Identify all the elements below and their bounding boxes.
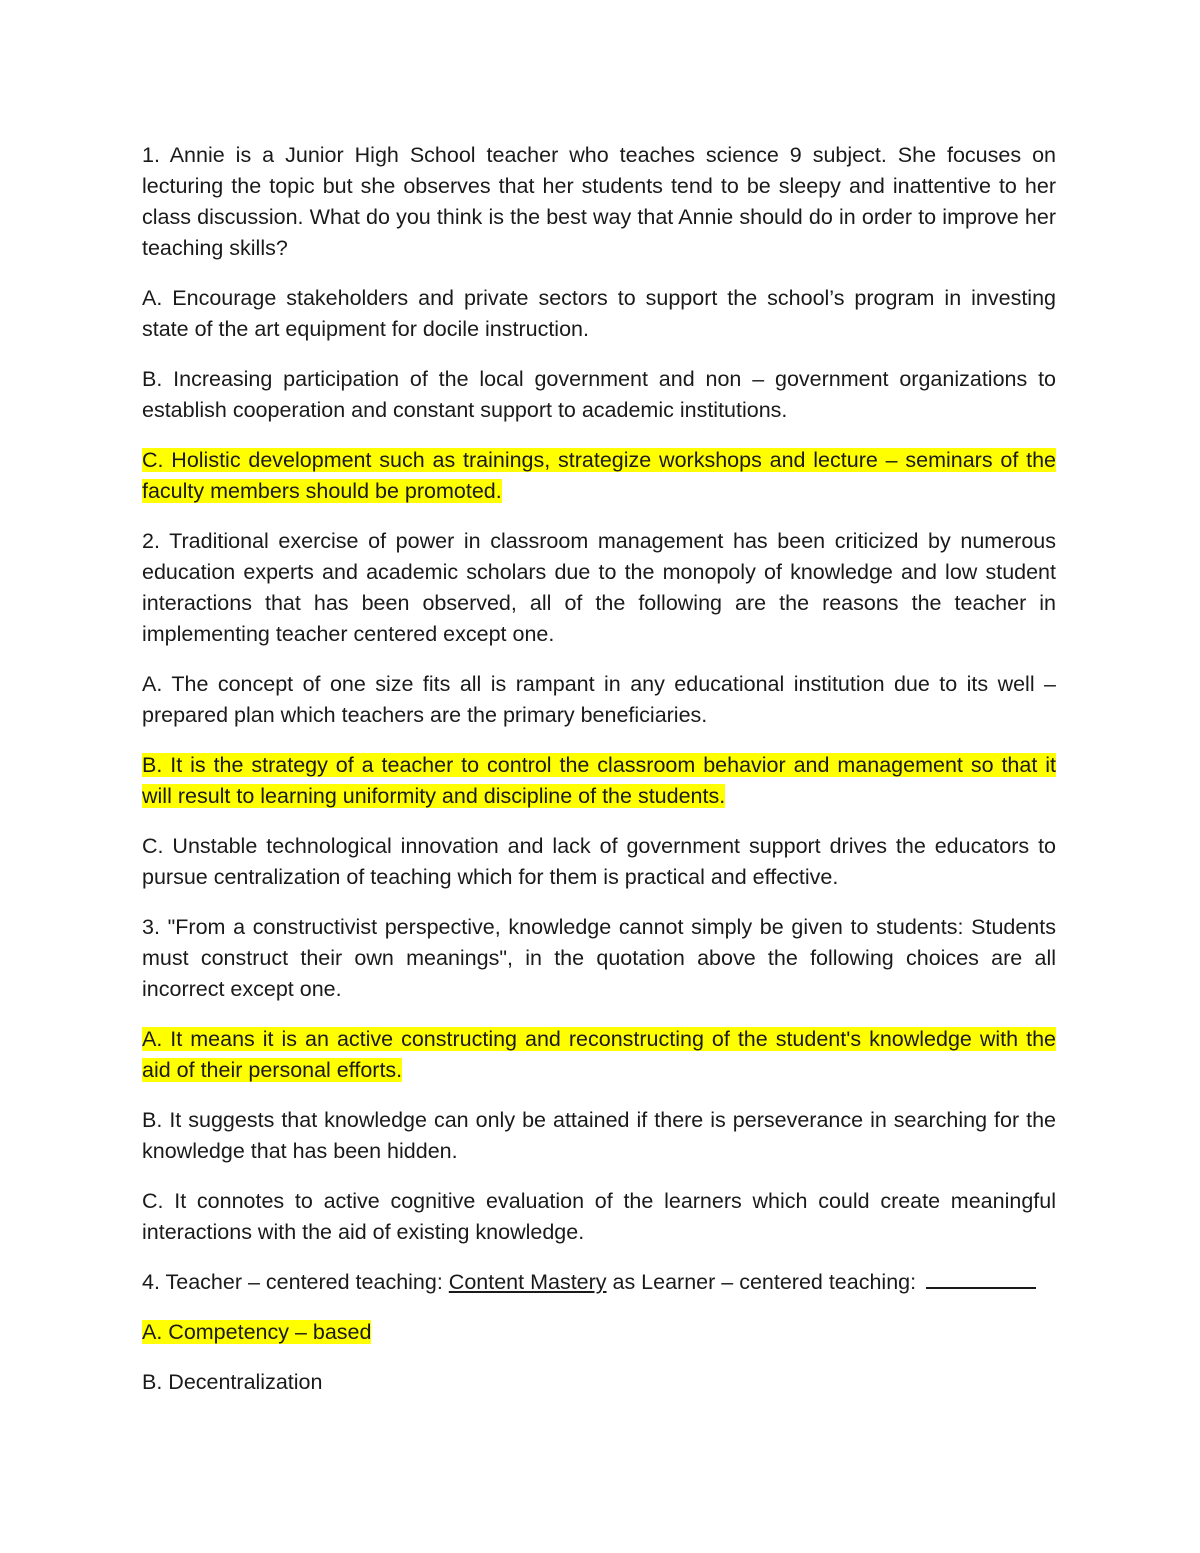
question-1-option-a bbox=[142, 283, 1056, 345]
question-3-option-b bbox=[142, 1105, 1056, 1167]
option-text: C. Unstable technological innovation and lack of government support drives the educators to pursue centralization of teaching which for them is practical and effective. bbox=[142, 834, 1056, 889]
question-1-option-b bbox=[142, 364, 1056, 426]
option-text: A. The concept of one size fits all is rampant in any educational institution due to its well – prepared plan which teachers are the primary beneficiaries. bbox=[142, 672, 1056, 727]
question-4-prefix: 4. Teacher – centered teaching: bbox=[142, 1270, 449, 1294]
question-2-option-c bbox=[142, 831, 1056, 893]
highlighted-answer: B. It is the strategy of a teacher to control the classroom behavior and management so that it will result to learning uniformity and discipline of the students. bbox=[142, 753, 1056, 808]
option-text: C. It connotes to active cognitive evaluation of the learners which could create meaningful interactions with the aid of existing knowledge. bbox=[142, 1189, 1056, 1244]
question-4-underlined-term: Content Mastery bbox=[448, 1270, 607, 1294]
question-1-option-c bbox=[142, 445, 1056, 507]
question-4-suffix: as Learner – centered teaching: bbox=[606, 1270, 917, 1294]
option-text: B. Increasing participation of the local government and non – government organizations to establish cooperation and constant support to academic institutions. bbox=[142, 367, 1056, 422]
question-4-option-b bbox=[142, 1367, 1056, 1398]
question-2-option-b bbox=[142, 750, 1056, 812]
question-3-stem: 3. "From a constructivist perspective, knowledge cannot simply be given to students: Students must construct their own meanings", in the quotation above the following choices are all incorrect except one. bbox=[142, 915, 1056, 1001]
option-text: A. Encourage stakeholders and private sectors to support the school’s program in investing state of the art equipment for docile instruction. bbox=[142, 286, 1056, 341]
question-1-stem: 1. Annie is a Junior High School teacher who teaches science 9 subject. She focuses on lecturing the topic but she observes that her students tend to be sleepy and inattentive to her class discussion. What do you think is the best way that Annie should do in order to improve her teaching skills? bbox=[142, 143, 1056, 260]
quiz-content bbox=[142, 140, 1056, 1417]
highlighted-answer: A. Competency – based bbox=[142, 1320, 372, 1344]
question-3-option-c bbox=[142, 1186, 1056, 1248]
question-2-stem: 2. Traditional exercise of power in classroom management has been criticized by numerous education experts and academic scholars due to the monopoly of knowledge and low student interactions that has been observed, all of the following are the reasons the teacher in implementing teacher centered except one. bbox=[142, 529, 1056, 646]
option-text: B. It suggests that knowledge can only be attained if there is perseverance in searching for the knowledge that has been hidden. bbox=[142, 1108, 1056, 1163]
answer-blank bbox=[926, 1269, 1036, 1289]
question-3-option-a bbox=[142, 1024, 1056, 1086]
question-4-option-a bbox=[142, 1317, 1056, 1348]
option-text: B. Decentralization bbox=[142, 1370, 323, 1394]
highlighted-answer: A. It means it is an active constructing and reconstructing of the student's knowledge with the aid of their personal efforts. bbox=[142, 1027, 1056, 1082]
question-4-stem bbox=[142, 1267, 1056, 1298]
highlighted-answer: C. Holistic development such as trainings, strategize workshops and lecture – seminars of the faculty members should be promoted. bbox=[142, 448, 1056, 503]
question-2-option-a bbox=[142, 669, 1056, 731]
